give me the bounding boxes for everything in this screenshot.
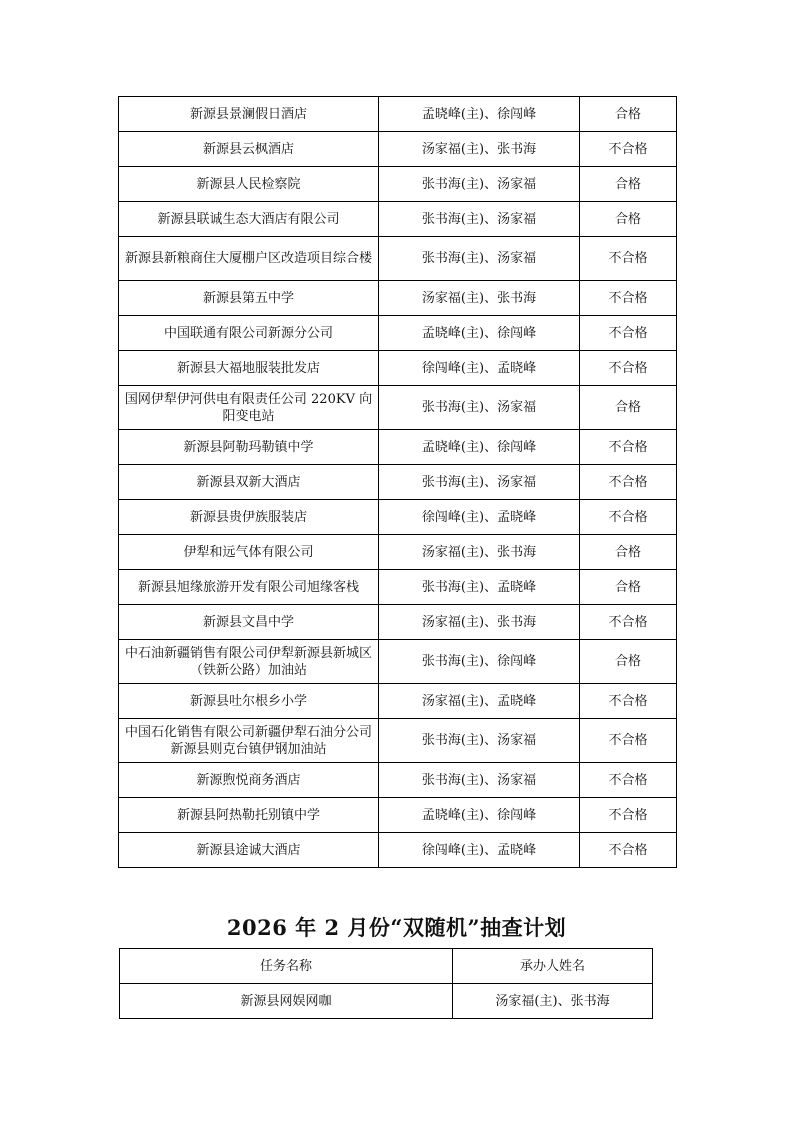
staff-cell: 徐闯峰(主)、孟晓峰 — [379, 351, 580, 386]
unit-name-cell: 国网伊犁伊河供电有限责任公司 220KV 向阳变电站 — [119, 386, 379, 430]
staff-cell: 孟晓峰(主)、徐闯峰 — [379, 97, 580, 132]
table-row — [119, 97, 677, 132]
result-cell: 不合格 — [580, 798, 677, 833]
plan-table — [119, 948, 653, 1019]
table-row — [119, 798, 677, 833]
table-row — [119, 763, 677, 798]
unit-name-cell: 新源县旭缘旅游开发有限公司旭缘客栈 — [119, 570, 379, 605]
result-cell: 合格 — [580, 570, 677, 605]
result-cell: 合格 — [580, 97, 677, 132]
result-cell: 不合格 — [580, 605, 677, 640]
unit-name-cell: 新源县大福地服装批发店 — [119, 351, 379, 386]
plan-header-task: 任务名称 — [120, 949, 453, 984]
unit-name-cell: 中石油新疆销售有限公司伊犁新源县新城区（铁新公路）加油站 — [119, 640, 379, 684]
staff-cell: 汤家福(主)、张书海 — [379, 535, 580, 570]
unit-name-cell: 新源县阿热勒托别镇中学 — [119, 798, 379, 833]
plan-header-staff: 承办人姓名 — [453, 949, 653, 984]
plan-header-row — [120, 949, 653, 984]
result-cell: 不合格 — [580, 833, 677, 868]
result-cell: 不合格 — [580, 500, 677, 535]
unit-name-cell: 新源煦悦商务酒店 — [119, 763, 379, 798]
staff-cell: 张书海(主)、徐闯峰 — [379, 640, 580, 684]
staff-cell: 张书海(主)、汤家福 — [379, 465, 580, 500]
unit-name-cell: 新源县吐尔根乡小学 — [119, 684, 379, 719]
unit-name-cell: 新源县云枫酒店 — [119, 132, 379, 167]
table-row — [119, 386, 677, 430]
result-cell: 不合格 — [580, 237, 677, 281]
table-row — [119, 640, 677, 684]
table-row — [119, 237, 677, 281]
result-cell: 不合格 — [580, 132, 677, 167]
unit-name-cell: 中国石化销售有限公司新疆伊犁石油分公司新源县则克台镇伊钢加油站 — [119, 719, 379, 763]
unit-name-cell: 新源县景澜假日酒店 — [119, 97, 379, 132]
table-row — [119, 167, 677, 202]
unit-name-cell: 新源县人民检察院 — [119, 167, 379, 202]
table-row — [119, 316, 677, 351]
staff-cell: 孟晓峰(主)、徐闯峰 — [379, 798, 580, 833]
staff-cell: 张书海(主)、孟晓峰 — [379, 570, 580, 605]
inspection-results-table — [118, 96, 677, 868]
result-cell: 不合格 — [580, 351, 677, 386]
result-cell: 不合格 — [580, 465, 677, 500]
table-row — [119, 570, 677, 605]
table-row — [119, 281, 677, 316]
result-cell: 不合格 — [580, 430, 677, 465]
staff-cell: 徐闯峰(主)、孟晓峰 — [379, 500, 580, 535]
result-cell: 合格 — [580, 386, 677, 430]
staff-cell: 张书海(主)、汤家福 — [379, 202, 580, 237]
staff-cell: 汤家福(主)、张书海 — [379, 132, 580, 167]
staff-cell: 汤家福(主)、张书海 — [379, 281, 580, 316]
table-row — [119, 535, 677, 570]
table-row — [119, 719, 677, 763]
unit-name-cell: 新源县第五中学 — [119, 281, 379, 316]
staff-cell: 汤家福(主)、孟晓峰 — [379, 684, 580, 719]
staff-cell: 张书海(主)、汤家福 — [379, 386, 580, 430]
unit-name-cell: 新源县贵伊族服装店 — [119, 500, 379, 535]
unit-name-cell: 伊犁和远气体有限公司 — [119, 535, 379, 570]
result-cell: 不合格 — [580, 763, 677, 798]
unit-name-cell: 新源县文昌中学 — [119, 605, 379, 640]
table-row — [119, 684, 677, 719]
staff-cell: 张书海(主)、汤家福 — [379, 763, 580, 798]
table-row — [119, 430, 677, 465]
result-cell: 不合格 — [580, 684, 677, 719]
plan-row — [120, 984, 653, 1019]
table-row — [119, 132, 677, 167]
table-row — [119, 833, 677, 868]
table-row — [119, 605, 677, 640]
unit-name-cell: 新源县双新大酒店 — [119, 465, 379, 500]
table-row — [119, 465, 677, 500]
plan-staff-cell: 汤家福(主)、张书海 — [453, 984, 653, 1019]
unit-name-cell: 新源县阿勒玛勒镇中学 — [119, 430, 379, 465]
table-row — [119, 351, 677, 386]
unit-name-cell: 新源县联诚生态大酒店有限公司 — [119, 202, 379, 237]
result-cell: 合格 — [580, 535, 677, 570]
unit-name-cell: 新源县新粮商住大厦棚户区改造项目综合楼 — [119, 237, 379, 281]
staff-cell: 孟晓峰(主)、徐闯峰 — [379, 430, 580, 465]
result-cell: 合格 — [580, 202, 677, 237]
staff-cell: 张书海(主)、汤家福 — [379, 719, 580, 763]
result-cell: 不合格 — [580, 281, 677, 316]
result-cell: 合格 — [580, 167, 677, 202]
staff-cell: 孟晓峰(主)、徐闯峰 — [379, 316, 580, 351]
unit-name-cell: 中国联通有限公司新源分公司 — [119, 316, 379, 351]
plan-body — [120, 984, 653, 1019]
staff-cell: 张书海(主)、汤家福 — [379, 237, 580, 281]
staff-cell: 张书海(主)、汤家福 — [379, 167, 580, 202]
table-row — [119, 202, 677, 237]
result-cell: 不合格 — [580, 316, 677, 351]
table-row — [119, 500, 677, 535]
unit-name-cell: 新源县途诚大酒店 — [119, 833, 379, 868]
plan-title: 2026 年 2 月份“双随机”抽查计划 — [226, 915, 567, 940]
inspection-results-body — [119, 97, 677, 868]
result-cell: 不合格 — [580, 719, 677, 763]
plan-task-cell: 新源县网娱网咖 — [120, 984, 453, 1019]
staff-cell: 汤家福(主)、张书海 — [379, 605, 580, 640]
result-cell: 合格 — [580, 640, 677, 684]
staff-cell: 徐闯峰(主)、孟晓峰 — [379, 833, 580, 868]
